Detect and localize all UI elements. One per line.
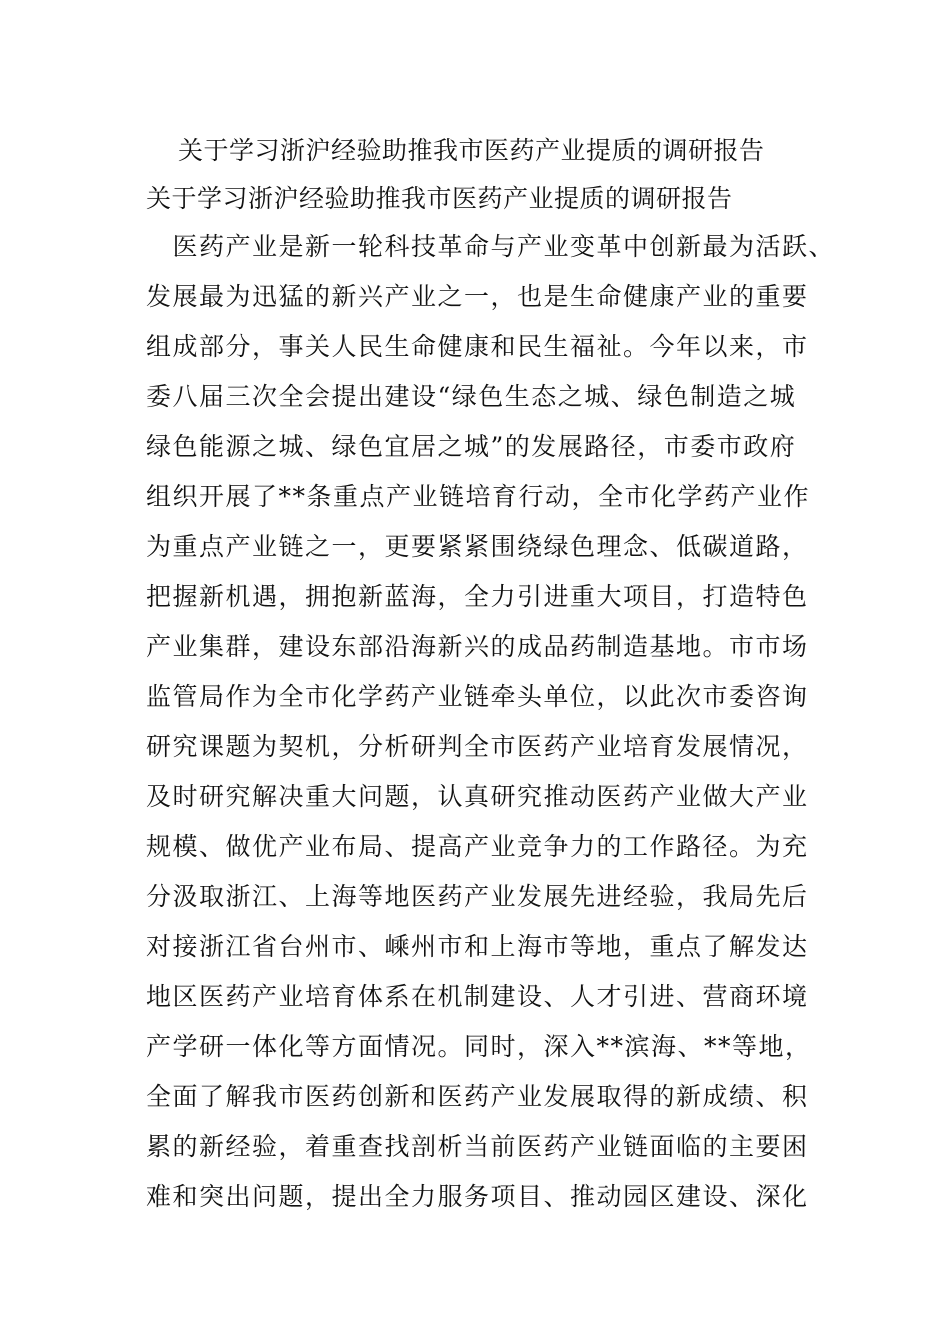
body-line-12: 及时研究解决重大问题，认真研究推动医药产业做大产业 bbox=[146, 782, 809, 811]
body-line-11: 研究课题为契机，分析研判全市医药产业培育发展情况， bbox=[146, 732, 809, 761]
document-title: 关于学习浙沪经验助推我市医药产业提质的调研报告 bbox=[178, 136, 765, 165]
body-line-17: 产学研一体化等方面情况。同时，深入**滨海、**等地， bbox=[146, 1032, 812, 1061]
body-line-7: 为重点产业链之一，更要紧紧围绕绿色理念、低碳道路， bbox=[146, 532, 809, 561]
body-line-15: 对接浙江省台州市、嵊州市和上海市等地，重点了解发达 bbox=[146, 932, 809, 961]
body-line-19: 累的新经验，着重查找剖析当前医药产业链面临的主要困 bbox=[146, 1132, 809, 1161]
body-line-5: 绿色能源之城、绿色宜居之城”的发展路径，市委市政府 bbox=[146, 432, 797, 461]
body-line-9: 产业集群，建设东部沿海新兴的成品药制造基地。市市场 bbox=[146, 632, 809, 661]
body-line-1: 医药产业是新一轮科技革命与产业变革中创新最为活跃、 bbox=[146, 232, 836, 261]
body-line-6: 组织开展了**条重点产业链培育行动，全市化学药产业作 bbox=[146, 482, 811, 511]
body-line-14: 分汲取浙江、上海等地医药产业发展先进经验，我局先后 bbox=[146, 882, 809, 911]
body-line-18: 全面了解我市医药创新和医药产业发展取得的新成绩、积 bbox=[146, 1082, 809, 1111]
body-line-3: 组成部分，事关人民生命健康和民生福祉。今年以来，市 bbox=[146, 332, 809, 361]
body-line-20: 难和突出问题，提出全力服务项目、推动园区建设、深化 bbox=[146, 1182, 809, 1211]
document-subtitle: 关于学习浙沪经验助推我市医药产业提质的调研报告 bbox=[146, 184, 733, 213]
body-line-4: 委八届三次全会提出建设“绿色生态之城、绿色制造之城 bbox=[146, 382, 797, 411]
body-line-2: 发展最为迅猛的新兴产业之一，也是生命健康产业的重要 bbox=[146, 282, 809, 311]
body-line-10: 监管局作为全市化学药产业链牵头单位，以此次市委咨询 bbox=[146, 682, 809, 711]
body-line-16: 地区医药产业培育体系在机制建设、人才引进、营商环境 bbox=[146, 982, 809, 1011]
body-line-13: 规模、做优产业布局、提高产业竞争力的工作路径。为充 bbox=[146, 832, 809, 861]
body-line-8: 把握新机遇，拥抱新蓝海，全力引进重大项目，打造特色 bbox=[146, 582, 809, 611]
